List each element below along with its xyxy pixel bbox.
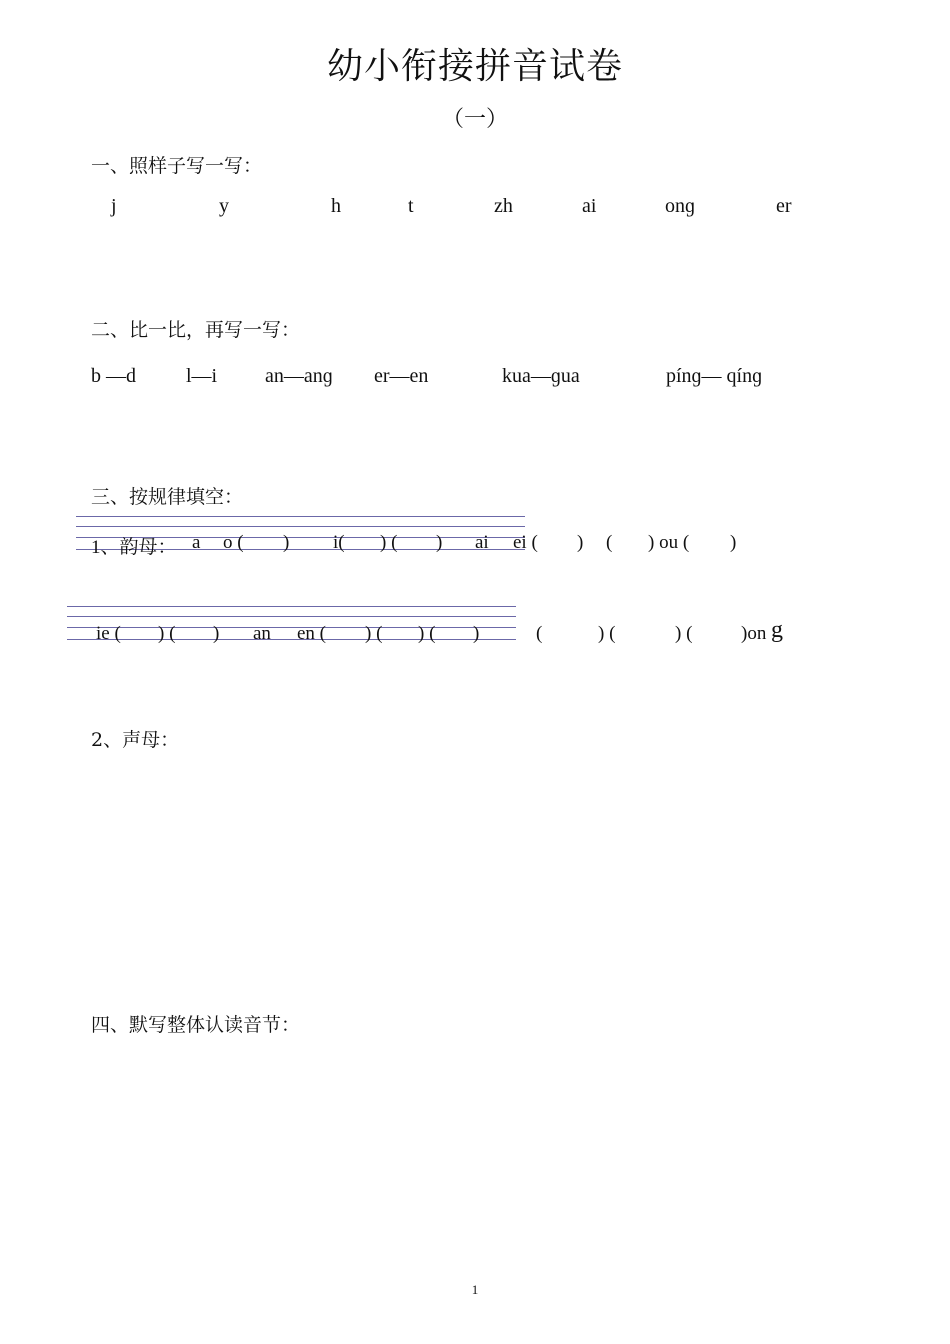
section3-heading: 三、按规律填空： (91, 486, 244, 508)
vowel-row-part: ( (536, 623, 543, 644)
section1-item: h (331, 195, 341, 217)
initials-heading: 2、声母： (91, 729, 180, 751)
vowel-row-part: ) (213, 623, 220, 644)
page-title: 幼小衔接拼音试卷 (326, 46, 623, 87)
section2-item: pínɡ— qínɡ (666, 365, 763, 387)
vowel-row-part: ) (473, 623, 480, 644)
vowel-row-part: ) ou ( (648, 532, 690, 553)
vowel-row-part: en ( (297, 623, 327, 644)
writing-line (67, 627, 516, 628)
vowel-row-part: ) ( (365, 623, 383, 644)
vowel-row-part: a (192, 532, 201, 553)
section1-item: onɡ (665, 195, 695, 217)
vowel-row-part: ) (577, 532, 584, 553)
vowel-row-label: 1、韵母： (91, 537, 177, 558)
section1-item: ai (582, 195, 597, 217)
vowel-row-part: ( (606, 532, 613, 553)
vowel-row-part: ei ( (513, 532, 538, 553)
vowel-row-part: ) (283, 532, 290, 553)
writing-line (67, 639, 516, 640)
vowel-row-part: ) ( (418, 623, 436, 644)
writing-line (67, 616, 516, 617)
writing-line (76, 516, 525, 517)
section1-heading: 一、照样子写一写： (91, 155, 263, 177)
page-number: 1 (471, 1282, 479, 1297)
vowel-row-part: ) (436, 532, 443, 553)
section1-item: j (111, 195, 117, 217)
vowel-row-part: o ( (223, 532, 244, 553)
section1-item: zh (494, 195, 513, 217)
section2-item: l—i (186, 365, 218, 387)
section2-heading: 二、比一比，再写一写： (91, 319, 301, 341)
section2-item: an—anɡ (265, 365, 333, 387)
vowel-row-part: ai (475, 532, 489, 553)
vowel-row-part: ) ( (675, 623, 693, 644)
vowel-row-part: i( (333, 532, 345, 553)
writing-line (76, 526, 525, 527)
vowel-row-part: g (771, 617, 783, 643)
vowel-row-part: )on (741, 623, 767, 644)
section4-heading: 四、默写整体认读音节： (91, 1014, 301, 1036)
page-subtitle: （一） (441, 107, 508, 132)
vowel-row-part: ie ( (96, 623, 121, 644)
vowel-row-part: ) ( (598, 623, 616, 644)
section2-item: kua—ɡua (502, 365, 580, 387)
vowel-row-part: ) (730, 532, 737, 553)
section1-item: t (408, 195, 414, 217)
section1-item: y (219, 195, 229, 217)
section2-item: er—en (374, 365, 429, 387)
vowel-row-part: ) ( (380, 532, 398, 553)
writing-line (67, 606, 516, 607)
vowel-row-part: ) ( (158, 623, 176, 644)
vowel-row-part: an (253, 623, 271, 644)
section1-item: er (776, 195, 792, 217)
section2-item: b —d (91, 365, 136, 387)
